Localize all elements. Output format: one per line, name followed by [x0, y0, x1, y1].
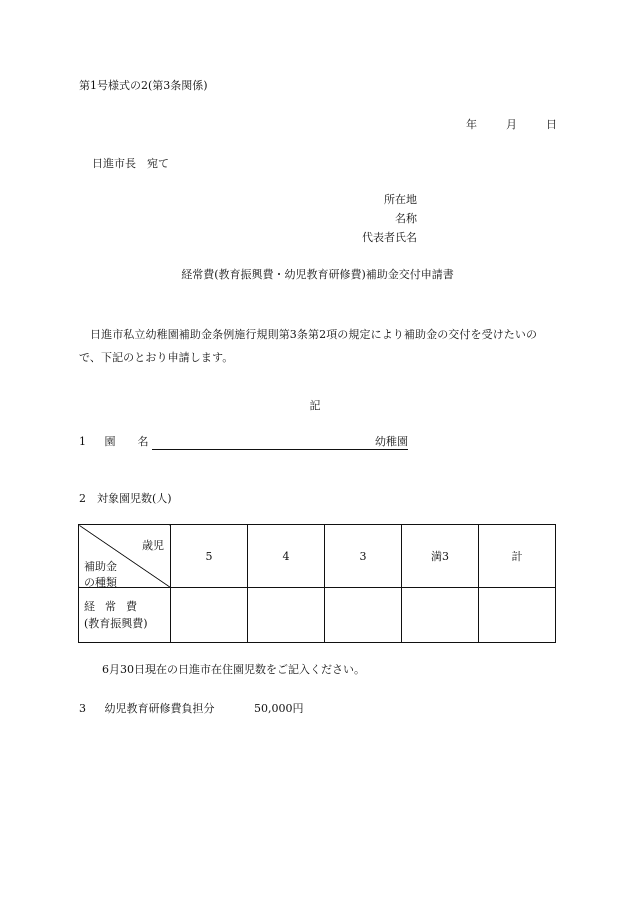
col-header-age-5: 5 [171, 525, 248, 588]
col-header-age-full-3: 満3 [402, 525, 479, 588]
corner-age-label: 歳児 [142, 539, 164, 552]
children-count-table [78, 524, 556, 643]
count-cell-age-4[interactable] [248, 588, 325, 643]
kindergarten-suffix: 幼稚園 [375, 435, 408, 448]
applicant-address-label: 所在地 [384, 193, 417, 206]
count-cell-age-full-3[interactable] [402, 588, 479, 643]
item1-label: 園 名 [104, 435, 149, 448]
form-number: 第1号様式の2(第3条関係) [79, 79, 208, 92]
applicant-representative-label: 代表者氏名 [362, 231, 417, 244]
table-row [79, 588, 556, 643]
body-paragraph: 日進市私立幼稚園補助金条例施行規則第3条第2項の規定により補助金の交付を受けたいので、下記のとおり申請します。 [79, 328, 538, 364]
table-corner-cell [79, 525, 171, 588]
col-header-age-4: 4 [248, 525, 325, 588]
item3-amount: 50,000円 [254, 702, 304, 715]
date-day-label: 日 [546, 118, 557, 131]
corner-kind-label: 補助金 の種類 [84, 560, 117, 589]
kindergarten-name-field[interactable] [152, 436, 408, 450]
date-line [466, 119, 557, 130]
count-cell-age-3[interactable] [325, 588, 402, 643]
item3-number: 3 [79, 702, 86, 715]
item-kindergarten-name [79, 436, 408, 450]
row-header-regular-expenses: 経常費 (教育振興費) [79, 588, 171, 643]
item1-number: 1 [79, 435, 86, 448]
col-header-age-3: 3 [325, 525, 402, 588]
count-cell-total[interactable] [479, 588, 556, 643]
item2-heading: 2 対象園児数(人) [79, 492, 172, 505]
document-title: 経常費(教育振興費・幼児教育研修費)補助金交付申請書 [181, 268, 454, 281]
date-month-label: 月 [506, 118, 517, 131]
item-training-fee [79, 703, 304, 714]
applicant-name-label: 名称 [395, 212, 417, 225]
table-header-row [79, 525, 556, 588]
item3-label: 幼児教育研修費負担分 [104, 702, 215, 715]
record-mark: 記 [309, 399, 321, 412]
table-note: 6月30日現在の日進市在住園児数をご記入ください。 [102, 663, 365, 676]
addressee: 日進市長 宛て [92, 157, 169, 170]
date-year-label: 年 [466, 118, 477, 131]
col-header-total: 計 [479, 525, 556, 588]
count-cell-age-5[interactable] [171, 588, 248, 643]
